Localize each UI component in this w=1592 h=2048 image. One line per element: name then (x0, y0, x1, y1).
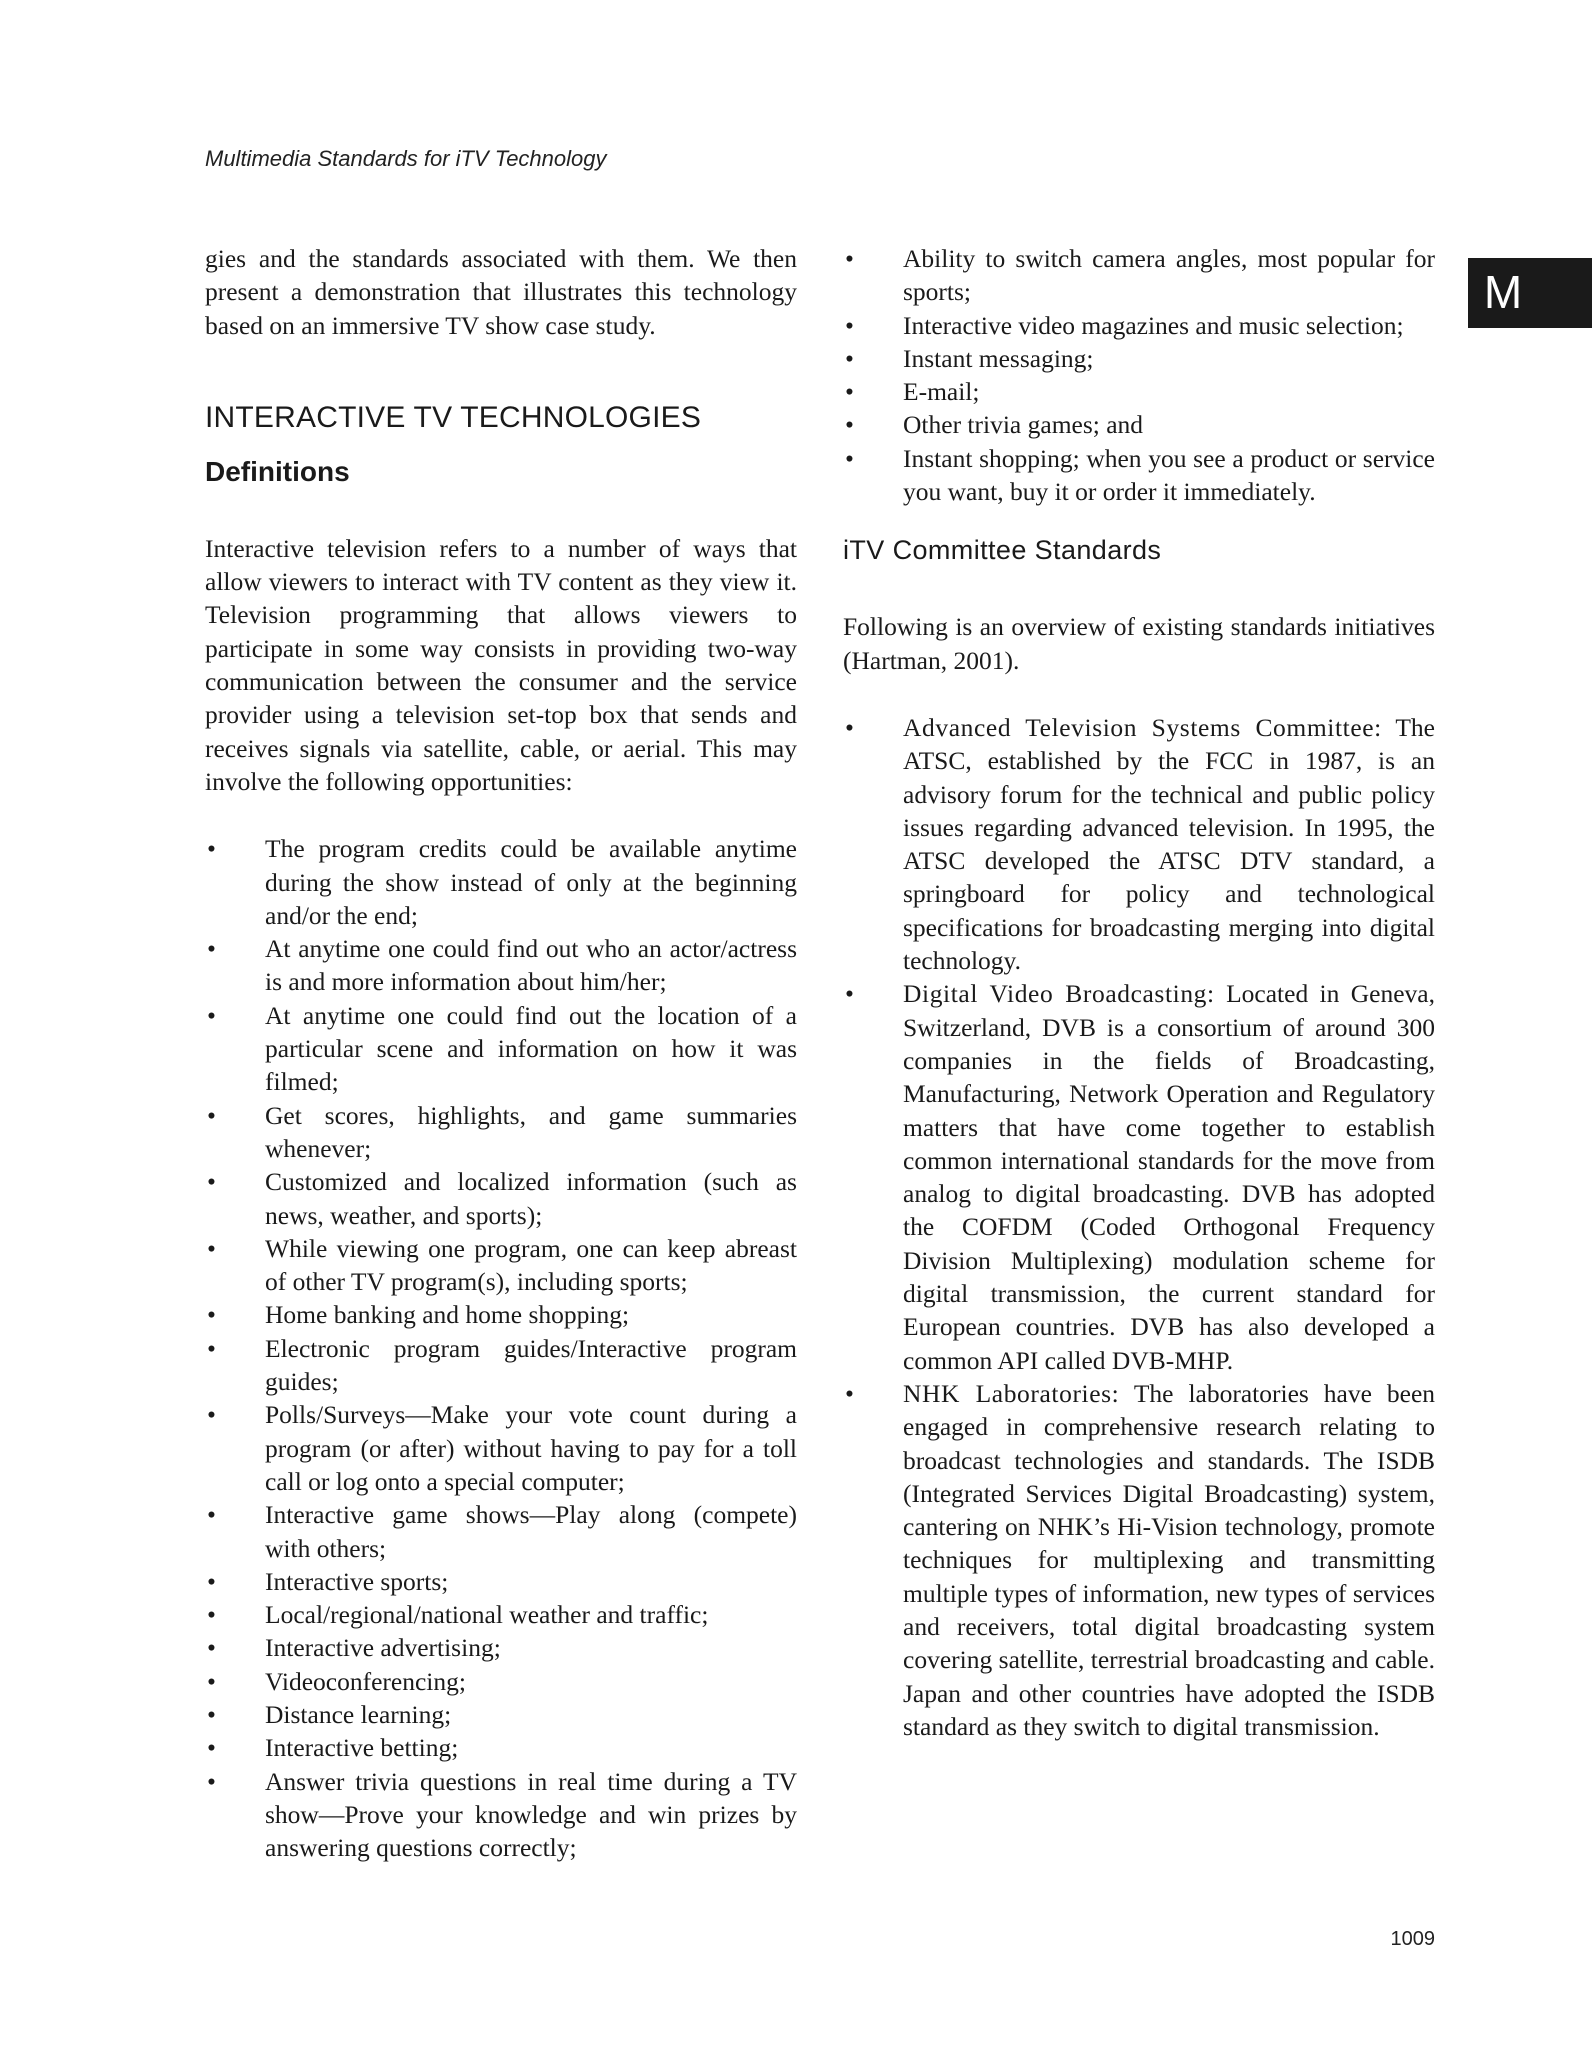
standard-text: The ATSC, established by the FCC in 1987, is an advisory forum for the technical and public policy issues regarding advanced television. In 1995, the ATSC developed the ATSC DTV standard, a springboard for policy and technological specifications for broadcasting merging into digital technology. (903, 712, 1435, 976)
list-item: • While viewing one program, one can keep abreast of other TV program(s), including sports; (205, 1232, 797, 1299)
list-item: • Interactive betting; (205, 1731, 797, 1764)
opportunities-list (205, 832, 797, 1864)
standards-list (843, 711, 1435, 1743)
standard-text: The laboratories have been engaged in comprehensive research relating to broadcast technologies and standards. The ISDB (Integrated Services Digital Broadcasting) system, cantering on NHK’s Hi-Vision technology, promote techniques for multiplexing and transmitting multiple types of information, new types of services and receivers, total digital broadcasting system covering satellite, terrestrial broadcasting and cable. Japan and other countries have adopted the ISDB standard as they switch to digital transmission. (903, 1378, 1436, 1741)
standard-item-atsc (843, 711, 1435, 977)
list-item: • Videoconferencing; (205, 1665, 797, 1698)
list-item: • Customized and localized information (such as news, weather, and sports); (205, 1165, 797, 1232)
standard-term: Digital Video Broadcasting: (903, 979, 1215, 1009)
overview-paragraph: Following is an overview of existing standards initiatives (Hartman, 2001). (843, 612, 1435, 675)
list-item: • Home banking and home shopping; (205, 1298, 797, 1331)
list-item: • At anytime one could find out the location of a particular scene and information on how it was filmed; (205, 999, 797, 1099)
page-number: 1009 (1390, 1928, 1435, 1950)
list-item: • At anytime one could find out who an actor/actress is and more information about him/her; (205, 932, 797, 999)
list-item: • Polls/Surveys—Make your vote count during a program (or after) without having to pay for a toll call or log onto a special computer; (205, 1398, 797, 1498)
standard-text: Located in Geneva, Switzerland, DVB is a consortium of around 300 companies in the fields of Broadcasting, Manufacturing, Network Operation and Regulatory matters that have come together to establish common international standards for the move from analog to digital broadcasting. DVB has adopted the COFDM (Coded Orthogonal Frequency Division Multiplexing) modulation scheme for digital transmission, the current standard for European countries. DVB has also developed a common API called DVB-MHP. (903, 979, 1436, 1375)
list-item: • Instant messaging; (843, 342, 1435, 375)
list-item: • Get scores, highlights, and game summaries whenever; (205, 1099, 797, 1166)
subsection-heading-itv-committee-standards: iTV Committee Standards (843, 535, 1162, 566)
list-item: • Interactive advertising; (205, 1631, 797, 1664)
list-item: • Interactive game shows—Play along (compete) with others; (205, 1498, 797, 1565)
thumb-tab-letter: M (1483, 266, 1523, 318)
right-column (843, 242, 1435, 1743)
list-item: • Interactive video magazines and music selection; (843, 309, 1435, 342)
standard-term: NHK Laboratories: (903, 1378, 1120, 1408)
list-item: • Instant shopping; when you see a product or service you want, buy it or order it immediately. (843, 442, 1435, 509)
standard-item-dvb (843, 977, 1435, 1377)
list-item: • Electronic program guides/Interactive program guides; (205, 1332, 797, 1399)
list-item: • Local/regional/national weather and traffic; (205, 1598, 797, 1631)
standard-item-nhk (843, 1377, 1435, 1743)
subsection-heading-definitions: Definitions (205, 455, 350, 487)
left-column (205, 242, 797, 1864)
intro-paragraph: gies and the standards associated with them. We then present a demonstration that illustrates this technology based on an immersive TV show case study. (205, 244, 797, 340)
list-item: • E-mail; (843, 375, 1435, 408)
continued-opportunities-list (843, 242, 1435, 508)
definition-paragraph: Interactive television refers to a number of ways that allow viewers to interact with TV content as they view it. Television programming that allows viewers to participate in some way consists in providing two-way communication between the consumer and the service provider using a television set-top box that sends and receives signals via satellite, cable, or aerial. This may involve the following opportunities: (205, 533, 797, 796)
running-head: Multimedia Standards for iTV Technology (205, 146, 607, 171)
list-item: • Interactive sports; (205, 1565, 797, 1598)
section-heading: INTERACTIVE TV TECHNOLOGIES (205, 400, 702, 434)
list-item: • Ability to switch camera angles, most popular for sports; (843, 242, 1435, 309)
list-item: • Other trivia games; and (843, 408, 1435, 441)
list-item: • The program credits could be available anytime during the show instead of only at the beginning and/or the end; (205, 832, 797, 932)
list-item: • Answer trivia questions in real time during a TV show—Prove your knowledge and win prizes by answering questions correctly; (205, 1765, 797, 1865)
standard-term: Advanced Television Systems Committee: (903, 712, 1382, 742)
list-item: • Distance learning; (205, 1698, 797, 1731)
thumb-tab (1468, 258, 1592, 328)
